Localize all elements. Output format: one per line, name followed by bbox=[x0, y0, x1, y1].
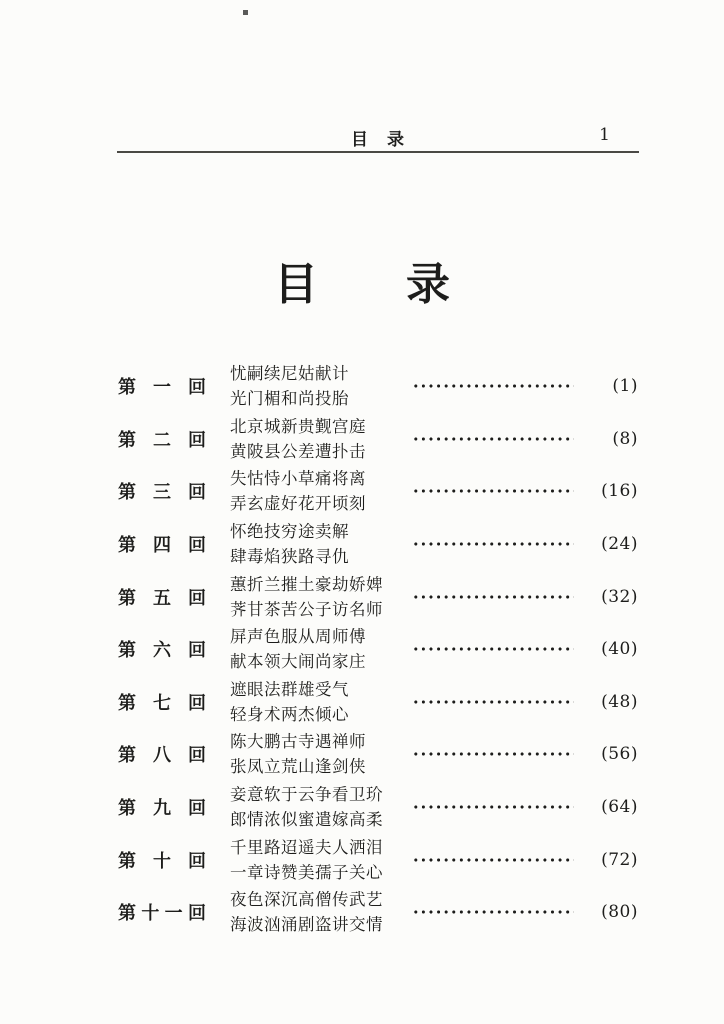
toc-entry bbox=[118, 413, 638, 466]
chapter-title-line1: 遮眼法群雄受气 bbox=[230, 679, 349, 699]
chapter-title-line1: 陈大鹏古寺遇禅师 bbox=[230, 732, 366, 752]
scan-artifact-dot bbox=[243, 10, 248, 15]
chapter-title-line1: 屏声色服从周师傅 bbox=[230, 627, 366, 647]
chapter-title-line2: 肆毒焰狭路寻仇 bbox=[230, 547, 349, 567]
chapter-titles bbox=[230, 519, 408, 569]
chapter-page-number: (80) bbox=[601, 902, 638, 923]
chapter-title-line2: 一章诗赞美孺子关心 bbox=[230, 862, 383, 882]
chapter-title-line1: 失怙恃小草痛将离 bbox=[230, 469, 366, 489]
chapter-page-number: (16) bbox=[601, 481, 638, 502]
chapter-title-line2: 光门楣和尚投胎 bbox=[230, 389, 349, 409]
running-header-title: 目 录 bbox=[351, 130, 405, 150]
toc-entry bbox=[118, 728, 638, 781]
header-rule bbox=[117, 151, 639, 153]
chapter-page-number: (24) bbox=[601, 534, 638, 555]
chapter-page-number: (64) bbox=[601, 797, 638, 818]
page-title: 目 录 bbox=[274, 259, 450, 310]
dot-leader bbox=[410, 360, 574, 413]
chapter-label: 第五回 bbox=[118, 587, 206, 609]
chapter-label: 第四回 bbox=[118, 535, 206, 557]
chapter-titles bbox=[230, 887, 408, 937]
toc-entry bbox=[118, 886, 638, 939]
chapter-title-line1: 妾意软于云争看卫玠 bbox=[230, 785, 383, 805]
chapter-title-line2: 张凤立荒山逢剑侠 bbox=[230, 757, 366, 777]
chapter-label: 第八回 bbox=[118, 745, 206, 767]
dot-leader bbox=[410, 781, 574, 834]
chapter-page-number: (48) bbox=[601, 691, 638, 712]
chapter-titles bbox=[230, 835, 408, 885]
toc-entry bbox=[118, 623, 638, 676]
table-of-contents bbox=[118, 360, 638, 939]
dot-leader bbox=[410, 518, 574, 571]
chapter-label: 第九回 bbox=[118, 798, 206, 820]
toc-entry bbox=[118, 570, 638, 623]
running-header-page-number: 1 bbox=[599, 125, 610, 145]
chapter-page-number: (56) bbox=[601, 744, 638, 765]
chapter-page-number: (72) bbox=[601, 849, 638, 870]
dot-leader bbox=[410, 886, 574, 939]
chapter-label: 第六回 bbox=[118, 640, 206, 662]
dot-leader bbox=[410, 833, 574, 886]
chapter-title-line2: 献本领大闹尚家庄 bbox=[230, 652, 366, 672]
chapter-titles bbox=[230, 361, 408, 411]
chapter-title-line1: 千里路迢遥夫人洒泪 bbox=[230, 837, 383, 857]
chapter-titles bbox=[230, 729, 408, 779]
dot-leader bbox=[410, 413, 574, 466]
chapter-title-line1: 北京城新贵觐宫庭 bbox=[230, 416, 366, 436]
chapter-titles bbox=[230, 414, 408, 464]
chapter-titles bbox=[230, 466, 408, 516]
chapter-title-line2: 黄陂县公差遭扑击 bbox=[230, 441, 366, 461]
chapter-page-number: (8) bbox=[612, 428, 638, 449]
chapter-title-line2: 海波汹涌剧盗讲交情 bbox=[230, 915, 383, 935]
chapter-titles bbox=[230, 624, 408, 674]
chapter-page-number: (1) bbox=[612, 376, 638, 397]
dot-leader bbox=[410, 570, 574, 623]
chapter-label: 第一回 bbox=[118, 377, 206, 399]
toc-entry bbox=[118, 360, 638, 413]
chapter-label: 第二回 bbox=[118, 429, 206, 451]
toc-entry bbox=[118, 833, 638, 886]
chapter-titles bbox=[230, 677, 408, 727]
chapter-title-line1: 蕙折兰摧土豪劫娇婢 bbox=[230, 574, 383, 594]
chapter-title-line1: 夜色深沉高僧传武艺 bbox=[230, 890, 383, 910]
chapter-title-line2: 郎情浓似蜜遣嫁高柔 bbox=[230, 810, 383, 830]
dot-leader bbox=[410, 623, 574, 676]
chapter-label: 第十一回 bbox=[118, 903, 206, 925]
chapter-label: 第七回 bbox=[118, 692, 206, 714]
chapter-title-line2: 轻身术两杰倾心 bbox=[230, 704, 349, 724]
chapter-label: 第三回 bbox=[118, 482, 206, 504]
chapter-title-line2: 荠甘茶苦公子访名师 bbox=[230, 599, 383, 619]
dot-leader bbox=[410, 676, 574, 729]
chapter-title-line1: 忧嗣续尼姑献计 bbox=[230, 364, 349, 384]
chapter-page-number: (32) bbox=[601, 586, 638, 607]
chapter-title-line2: 弄玄虚好花开顷刻 bbox=[230, 494, 366, 514]
toc-entry bbox=[118, 781, 638, 834]
toc-entry bbox=[118, 518, 638, 571]
chapter-page-number: (40) bbox=[601, 639, 638, 660]
chapter-title-line1: 怀绝技穷途卖解 bbox=[230, 522, 349, 542]
chapter-titles bbox=[230, 572, 408, 622]
toc-entry bbox=[118, 465, 638, 518]
toc-entry bbox=[118, 676, 638, 729]
dot-leader bbox=[410, 728, 574, 781]
running-header bbox=[118, 125, 638, 151]
chapter-label: 第十回 bbox=[118, 850, 206, 872]
chapter-titles bbox=[230, 782, 408, 832]
dot-leader bbox=[410, 465, 574, 518]
